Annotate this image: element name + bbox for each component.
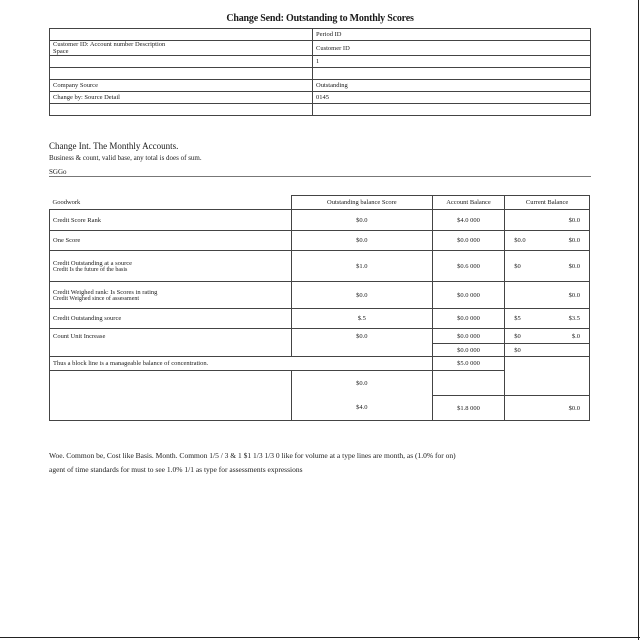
row-description: Credit Outstanding at a source Credit Is the future of the basis [50, 251, 292, 282]
row-description: Credit Weighed rank: Is Scores in rating Credit Weighed since of assessment [50, 282, 292, 309]
table-row [50, 282, 590, 309]
row-change [291, 344, 432, 357]
row-total: $0.0 $0.0 [505, 231, 590, 251]
row-total: $0 $0.0 [505, 251, 590, 282]
table-row [50, 371, 590, 396]
section-title: Change Int. The Monthly Accounts. [49, 141, 179, 151]
info-right-cell: 1 [313, 56, 591, 68]
section-divider [49, 176, 591, 177]
section-description: Business & count, valid base, any total is does of sum. [49, 154, 202, 162]
row-change: $0.0 [291, 371, 432, 396]
row-change: $4.0 [291, 396, 432, 421]
table-row [50, 357, 590, 371]
row-total: $5 $3.5 [505, 309, 590, 329]
info-left-cell [50, 56, 313, 68]
row-amount: $0.0 000 [432, 309, 504, 329]
row-change: $0.0 [291, 210, 432, 231]
table-row [50, 344, 590, 357]
table-row [50, 251, 590, 282]
info-right-cell [313, 104, 591, 116]
row-amount: $0.0 000 [432, 231, 504, 251]
row-amount: $1.8 000 [432, 396, 504, 421]
row-description: Credit Outstanding source [50, 309, 292, 329]
info-right-cell [313, 68, 591, 80]
row-change: $0.0 [291, 329, 432, 344]
info-row [50, 68, 591, 80]
info-table [49, 28, 591, 116]
table-row [50, 231, 590, 251]
row-change: $0.0 [291, 231, 432, 251]
row-amount: $0.0 000 [432, 282, 504, 309]
info-left-cell: Company Source [50, 80, 313, 92]
row-description: Count Unit Increase [50, 329, 292, 344]
info-row [50, 92, 591, 104]
row-description: Thus a block line is a manageable balance of concentration. [50, 357, 433, 371]
footer-note [49, 449, 456, 477]
header-change: Outstanding balance Score [291, 196, 432, 210]
table-header-row [50, 196, 590, 210]
page-border-bottom [0, 637, 640, 638]
info-right-cell: Outstanding [313, 80, 591, 92]
balance-table [49, 195, 590, 421]
row-description [50, 396, 292, 421]
table-row [50, 396, 590, 421]
info-row [50, 56, 591, 68]
row-amount: $5.0 000 [432, 357, 504, 371]
info-right-cell: Customer ID [313, 41, 591, 56]
info-right-cell: 0145 [313, 92, 591, 104]
header-total: Current Balance [505, 196, 590, 210]
row-total: $0 $.0 [505, 329, 590, 344]
table-row [50, 210, 590, 231]
info-row [50, 41, 591, 56]
row-amount: $0.0 000 [432, 329, 504, 344]
row-total: $0.0 [505, 282, 590, 309]
row-total: $0 [505, 344, 590, 357]
row-change: $1.0 [291, 251, 432, 282]
info-left-cell [50, 29, 313, 41]
info-row [50, 104, 591, 116]
row-total [505, 371, 590, 396]
header-description: Goodwork [50, 196, 292, 210]
row-change: $0.0 [291, 282, 432, 309]
info-left-cell [50, 68, 313, 80]
row-description: Credit Score Rank [50, 210, 292, 231]
row-change: $.5 [291, 309, 432, 329]
header-amount: Account Balance [432, 196, 504, 210]
row-total: $0.0 [505, 210, 590, 231]
table-row [50, 309, 590, 329]
info-row [50, 80, 591, 92]
row-amount [432, 371, 504, 396]
info-right-cell: Period ID [313, 29, 591, 41]
section-subtitle: SGGo [49, 168, 67, 176]
info-left-cell: Change by: Source Detail [50, 92, 313, 104]
row-description: One Score [50, 231, 292, 251]
row-description [50, 344, 292, 357]
row-total [505, 357, 590, 371]
table-row [50, 329, 590, 344]
row-total: $0.0 [505, 396, 590, 421]
row-amount: $0.6 000 [432, 251, 504, 282]
info-left-cell: Customer ID: Account number Description Space [50, 41, 313, 56]
footer-line: Woe. Common be, Cost like Basis. Month. Common 1/5 / 3 & 1 $1 1/3 1/3 0 like for volume at a type lines are month, as (1.0% for on) [49, 451, 456, 460]
row-amount: $4.0 000 [432, 210, 504, 231]
row-amount: $0.0 000 [432, 344, 504, 357]
info-row [50, 29, 591, 41]
row-description [50, 371, 292, 396]
page-border-right [638, 0, 639, 640]
footer-line: agent of time standards for must to see 1.0% 1/1 as type for assessments expressions [49, 465, 303, 474]
info-left-cell [50, 104, 313, 116]
document-title: Change Send: Outstanding to Monthly Scores [226, 13, 414, 24]
